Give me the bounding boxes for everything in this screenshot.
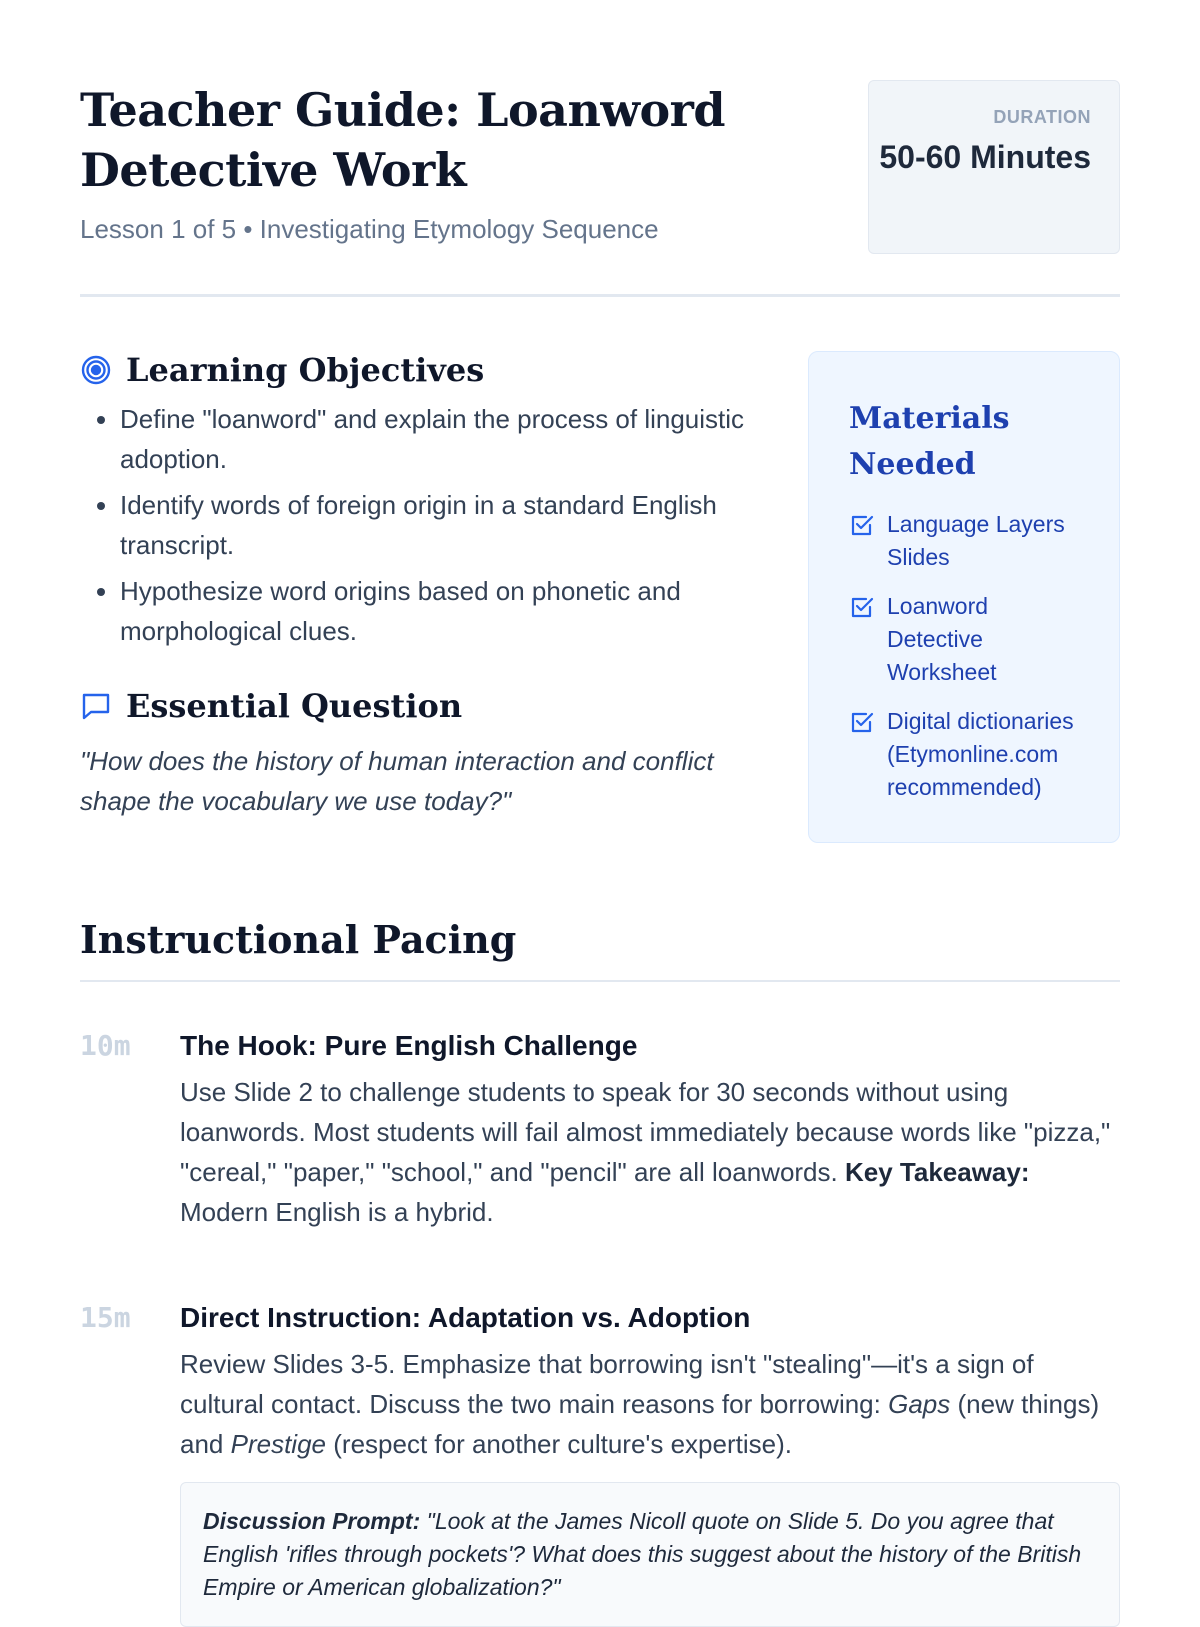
step-text: (new things) and	[180, 1389, 1100, 1459]
duration-card	[868, 80, 1120, 254]
discussion-prompt	[180, 1482, 1120, 1627]
objectives-heading	[80, 351, 750, 389]
checkbox-icon	[849, 710, 875, 804]
term-gaps: Gaps	[888, 1389, 951, 1419]
objectives-title: Learning Objectives	[126, 351, 485, 389]
page-title: Teacher Guide: Loanword Detective Work	[80, 83, 726, 197]
essential-question-title: Essential Question	[126, 687, 463, 725]
essential-question-heading	[80, 687, 750, 725]
step-text: Use Slide 2 to challenge students to speak for 30 seconds without using loanwords. Most students will fail almost immediately because words like "pizza," "cereal," "paper," "school," and "pencil" are all loanwords.	[180, 1077, 1111, 1187]
pacing-title: Instructional Pacing	[80, 917, 517, 962]
term-prestige: Prestige	[230, 1429, 327, 1459]
checkbox-icon	[849, 595, 875, 689]
pacing-step	[80, 1026, 1120, 1232]
step-duration: 15m	[80, 1301, 131, 1334]
title-block	[80, 80, 800, 245]
page-header	[80, 80, 1120, 254]
materials-item	[849, 705, 1089, 804]
step-body	[180, 1026, 1120, 1232]
materials-item-label: Digital dictionaries (Etymonline.com recommended)	[887, 708, 1074, 800]
materials-item-label: Loanword Detective Worksheet	[887, 593, 997, 685]
step-title: The Hook: Pure English Challenge	[180, 1030, 638, 1061]
target-icon	[80, 354, 112, 386]
objective-item: • Define "loanword" and explain the process of linguistic adoption.	[120, 399, 750, 479]
materials-card	[808, 351, 1120, 843]
step-text: (respect for another culture's expertise).	[333, 1429, 792, 1459]
objective-item: • Identify words of foreign origin in a standard English transcript.	[120, 485, 750, 565]
duration-label: DURATION	[993, 107, 1091, 127]
key-takeaway-label: Key Takeaway:	[844, 1157, 1030, 1187]
step-text: Review Slides 3-5. Emphasize that borrowing isn't "stealing"—it's a sign of cultural contact. Discuss the two main reasons for borrowing:	[180, 1349, 1034, 1419]
step-title: Direct Instruction: Adaptation vs. Adoption	[180, 1302, 751, 1333]
overview-section	[80, 351, 1120, 843]
pacing-step	[80, 1298, 1120, 1627]
pacing-divider	[80, 980, 1120, 982]
header-divider	[80, 294, 1120, 297]
step-description	[180, 1072, 1120, 1232]
materials-item	[849, 508, 1089, 574]
essential-question-text: "How does the history of human interaction and conflict shape the vocabulary we use today?"	[80, 746, 714, 816]
objectives-list	[80, 399, 750, 651]
step-duration: 10m	[80, 1029, 131, 1062]
checkbox-icon	[849, 513, 875, 574]
step-body	[180, 1298, 1120, 1627]
objective-item: • Hypothesize word origins based on phonetic and morphological clues.	[120, 571, 750, 651]
discussion-prompt-text: "Look at the James Nicoll quote on Slide 5. Do you agree that English 'rifles through pockets'? What does this suggest about the history of the British Empire or American globalization?"	[203, 1508, 1082, 1600]
lesson-subtitle: Lesson 1 of 5 • Investigating Etymology Sequence	[80, 214, 659, 244]
duration-value: 50-60 Minutes	[879, 139, 1091, 175]
materials-item	[849, 590, 1089, 689]
materials-item-label: Language Layers Slides	[887, 511, 1065, 570]
step-description	[180, 1344, 1120, 1464]
materials-title: Materials Needed	[849, 401, 1010, 482]
key-takeaway-text: Modern English is a hybrid.	[180, 1197, 494, 1227]
overview-left-column	[80, 351, 750, 843]
discussion-prompt-label: Discussion Prompt:	[203, 1508, 421, 1534]
speech-bubble-icon	[80, 690, 112, 722]
